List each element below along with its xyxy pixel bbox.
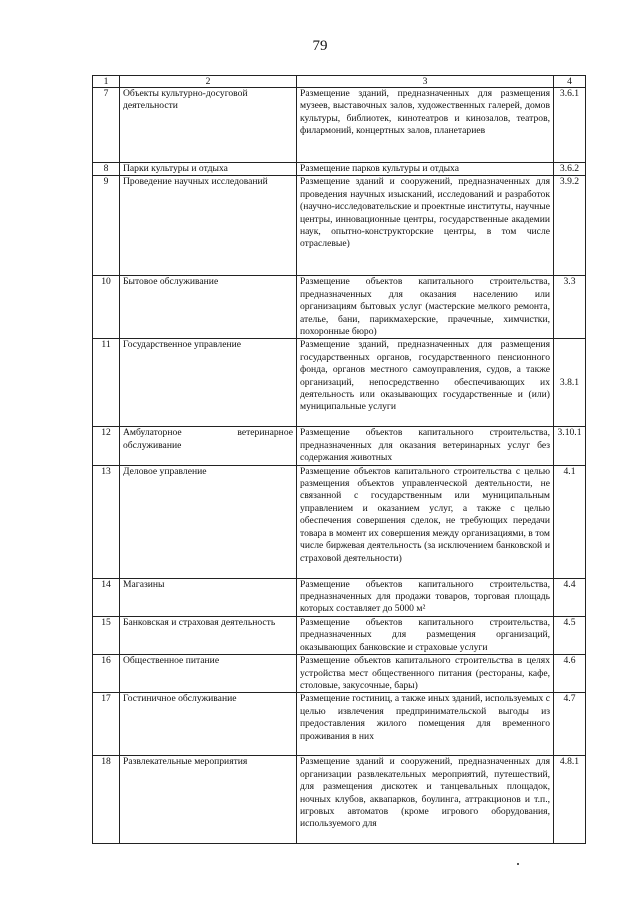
land-use-table [92, 75, 586, 844]
row-description: Размещение объектов капитального строительства, предназначенных для размещения организаций, оказывающих банковские и страховые услуги [297, 616, 554, 654]
row-number: 18 [93, 756, 120, 844]
row-description: Размещение зданий, предназначенных для размещения музеев, выставочных залов, художественных галерей, домов культуры, библиотек, кинотеатров и кинозалов, театров, филармоний, концертных залов, планетариев [297, 88, 554, 163]
row-number: 17 [93, 693, 120, 756]
row-number: 14 [93, 578, 120, 616]
row-number: 12 [93, 427, 120, 465]
row-number: 15 [93, 616, 120, 654]
header-col-1: 1 [93, 76, 120, 88]
row-description: Размещение гостиниц, а также иных зданий, используемых с целью извлечения предпринимательской выгоды из предоставления жилого помещения для временного проживания в них [297, 693, 554, 756]
table-row [93, 655, 586, 693]
table-row [93, 427, 586, 465]
row-number: 16 [93, 655, 120, 693]
row-description: Размещение объектов капитального строительства в целях устройства мест общественного питания (рестораны, кафе, столовые, закусочные, бары) [297, 655, 554, 693]
row-code: 3.6.2 [554, 163, 586, 176]
table-row [93, 276, 586, 339]
table-row [93, 339, 586, 427]
row-code: 3.10.1 [554, 427, 586, 465]
row-code: 4.1 [554, 465, 586, 578]
row-code: 3.6.1 [554, 88, 586, 163]
row-name: Проведение научных исследований [120, 176, 297, 276]
row-number: 10 [93, 276, 120, 339]
row-number: 13 [93, 465, 120, 578]
header-col-2: 2 [120, 76, 297, 88]
row-code: 4.6 [554, 655, 586, 693]
row-name: Парки культуры и отдыха [120, 163, 297, 176]
row-name: Деловое управление [120, 465, 297, 578]
table-row [93, 176, 586, 276]
row-code: 3.8.1 [554, 339, 586, 427]
row-name: Банковская и страховая деятельность [120, 616, 297, 654]
row-description: Размещение зданий, предназначенных для размещения государственных органов, государственного пенсионного фонда, органов местного самоуправления, судов, а также организаций, непосредственно обеспечивающих их деятельность или оказывающих государственные и (или) муниципальные услуги [297, 339, 554, 427]
row-name: Бытовое обслуживание [120, 276, 297, 339]
row-description: Размещение объектов капитального строительства, предназначенных для продажи товаров, торговая площадь которых составляет до 5000 м² [297, 578, 554, 616]
row-code: 3.9.2 [554, 176, 586, 276]
header-col-3: 3 [297, 76, 554, 88]
table-row [93, 616, 586, 654]
table-row [93, 465, 586, 578]
row-description: Размещение объектов капитального строительства с целью размещения объектов управленческой деятельности, не связанной с государственным или муниципальным управлением и оказанием услуг, а также с целью обеспечения совершения сделок, не требующих передачи товара в момент их совершения между организациями, в том числе биржевая деятельность (за исключением банковской и страховой деятельности) [297, 465, 554, 578]
row-description: Размещение парков культуры и отдыха [297, 163, 554, 176]
row-description: Размещение зданий и сооружений, предназначенных для проведения научных изысканий, исследований и разработок (научно-исследовательские и проектные институты, научные центры, инновационные центры, государственные академии наук, опытно-конструкторские центры, в том числе отраслевые) [297, 176, 554, 276]
row-name: Развлекательные мероприятия [120, 756, 297, 844]
table-row [93, 693, 586, 756]
table-row [93, 756, 586, 844]
scan-speck [517, 863, 519, 865]
row-code: 4.8.1 [554, 756, 586, 844]
row-description: Размещение объектов капитального строительства, предназначенных для оказания населению или организациям бытовых услуг (мастерские мелкого ремонта, ателье, бани, парикмахерские, прачечные, химчистки, похоронные бюро) [297, 276, 554, 339]
row-number: 7 [93, 88, 120, 163]
row-name: Амбулаторное ветеринарное обслуживание [120, 427, 297, 465]
row-number: 9 [93, 176, 120, 276]
row-name: Общественное питание [120, 655, 297, 693]
table-header-row [93, 76, 586, 88]
row-description: Размещение зданий и сооружений, предназначенных для организации развлекательных мероприятий, путешествий, для размещения дискотек и танцевальных площадок, ночных клубов, аквапарков, боулинга, аттракционов и т.п., игровых автоматов (кроме игрового оборудования, используемого для [297, 756, 554, 844]
row-name: Магазины [120, 578, 297, 616]
row-code: 3.3 [554, 276, 586, 339]
row-name: Объекты культурно-досуговой деятельности [120, 88, 297, 163]
page-number: 79 [312, 38, 328, 54]
row-name: Государственное управление [120, 339, 297, 427]
row-number: 11 [93, 339, 120, 427]
row-number: 8 [93, 163, 120, 176]
row-description: Размещение объектов капитального строительства, предназначенных для оказания ветеринарных услуг без содержания животных [297, 427, 554, 465]
header-col-4: 4 [554, 76, 586, 88]
table-row [93, 163, 586, 176]
table-row [93, 88, 586, 163]
row-code: 4.5 [554, 616, 586, 654]
row-code: 4.7 [554, 693, 586, 756]
row-code: 4.4 [554, 578, 586, 616]
table-row [93, 578, 586, 616]
row-name: Гостиничное обслуживание [120, 693, 297, 756]
